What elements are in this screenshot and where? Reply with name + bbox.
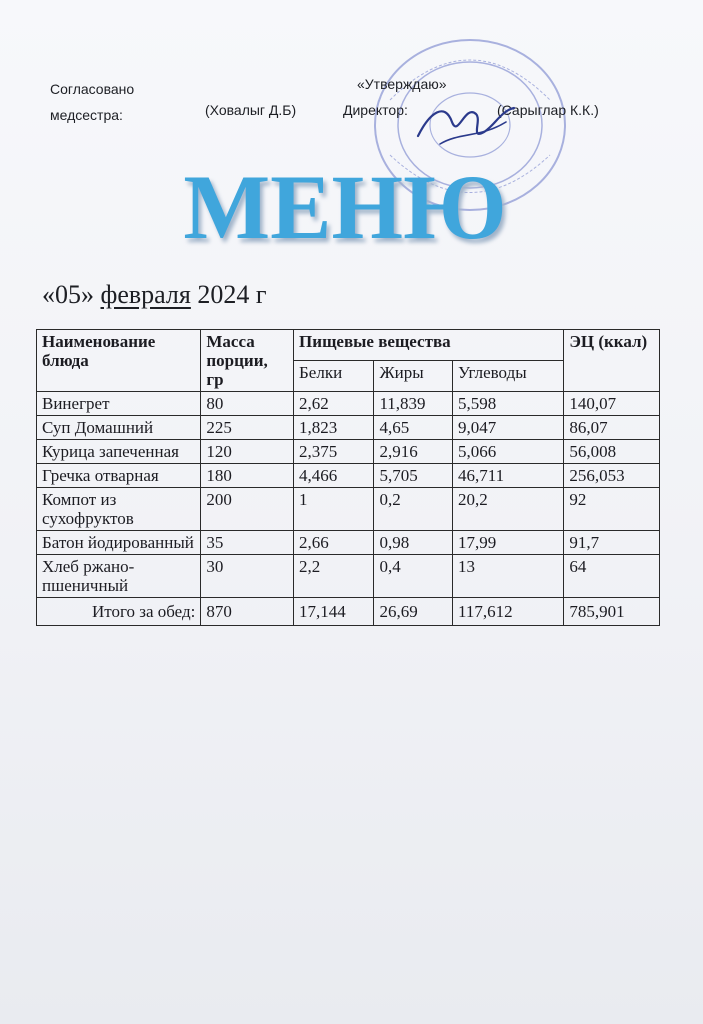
approve-label: «Утверждаю» [357, 76, 447, 92]
director-name: (Сарыглар К.К.) [497, 102, 599, 118]
menu-title-text: МЕНЮ [183, 160, 507, 250]
table-row [37, 555, 660, 598]
cell-proteins: 1 [294, 488, 374, 531]
cell-energy: 140,07 [564, 392, 660, 416]
cell-energy: 92 [564, 488, 660, 531]
menu-date [42, 280, 267, 310]
cell-proteins: 2,2 [294, 555, 374, 598]
cell-fats: 0,4 [374, 555, 453, 598]
cell-mass: 180 [201, 464, 294, 488]
menu-title [175, 160, 515, 250]
cell-dish: Компот из сухофруктов [37, 488, 201, 531]
header-fats: Жиры [374, 361, 453, 392]
total-energy: 785,901 [564, 598, 660, 626]
total-proteins: 17,144 [294, 598, 374, 626]
cell-mass: 30 [201, 555, 294, 598]
total-label: Итого за обед: [37, 598, 201, 626]
cell-fats: 0,98 [374, 531, 453, 555]
cell-mass: 200 [201, 488, 294, 531]
cell-proteins: 2,375 [294, 440, 374, 464]
cell-energy: 91,7 [564, 531, 660, 555]
header-nutrients: Пищевые вещества [294, 330, 564, 361]
cell-proteins: 2,66 [294, 531, 374, 555]
cell-proteins: 1,823 [294, 416, 374, 440]
cell-carbs: 5,066 [452, 440, 563, 464]
cell-carbs: 5,598 [452, 392, 563, 416]
total-carbs: 117,612 [452, 598, 563, 626]
cell-fats: 4,65 [374, 416, 453, 440]
cell-energy: 56,008 [564, 440, 660, 464]
menu-table [36, 329, 660, 626]
header-carbs: Углеводы [452, 361, 563, 392]
cell-energy: 256,053 [564, 464, 660, 488]
nurse-label: медсестра: [50, 107, 123, 123]
cell-proteins: 4,466 [294, 464, 374, 488]
cell-proteins: 2,62 [294, 392, 374, 416]
table-body [37, 392, 660, 598]
cell-dish: Курица запеченная [37, 440, 201, 464]
table-row [37, 531, 660, 555]
table-row [37, 392, 660, 416]
cell-mass: 80 [201, 392, 294, 416]
cell-carbs: 46,711 [452, 464, 563, 488]
cell-fats: 2,916 [374, 440, 453, 464]
cell-mass: 120 [201, 440, 294, 464]
table-row [37, 440, 660, 464]
cell-dish: Гречка отварная [37, 464, 201, 488]
cell-mass: 35 [201, 531, 294, 555]
director-signature [410, 92, 520, 152]
agreed-block [50, 76, 134, 128]
cell-energy: 64 [564, 555, 660, 598]
cell-fats: 5,705 [374, 464, 453, 488]
table-header-row [37, 330, 660, 361]
cell-energy: 86,07 [564, 416, 660, 440]
cell-fats: 11,839 [374, 392, 453, 416]
cell-carbs: 17,99 [452, 531, 563, 555]
cell-carbs: 9,047 [452, 416, 563, 440]
table-row [37, 488, 660, 531]
cell-carbs: 13 [452, 555, 563, 598]
table-row [37, 464, 660, 488]
cell-dish: Батон йодированный [37, 531, 201, 555]
date-month: февраля [100, 280, 191, 309]
cell-mass: 225 [201, 416, 294, 440]
header-mass: Масса порции, гр [201, 330, 294, 392]
nurse-name: (Ховалыг Д.Б) [205, 102, 297, 118]
agreed-label: Согласовано [50, 81, 135, 97]
cell-fats: 0,2 [374, 488, 453, 531]
cell-dish: Винегрет [37, 392, 201, 416]
date-day: «05» [42, 280, 94, 309]
director-label: Директор: [343, 102, 408, 118]
header-proteins: Белки [294, 361, 374, 392]
cell-carbs: 20,2 [452, 488, 563, 531]
header-dish: Наименование блюда [37, 330, 201, 392]
total-mass: 870 [201, 598, 294, 626]
table-row [37, 416, 660, 440]
date-year: 2024 г [197, 280, 267, 309]
cell-dish: Суп Домашний [37, 416, 201, 440]
total-fats: 26,69 [374, 598, 453, 626]
cell-dish: Хлеб ржано-пшеничный [37, 555, 201, 598]
header-energy: ЭЦ (ккал) [564, 330, 660, 392]
total-row [37, 598, 660, 626]
